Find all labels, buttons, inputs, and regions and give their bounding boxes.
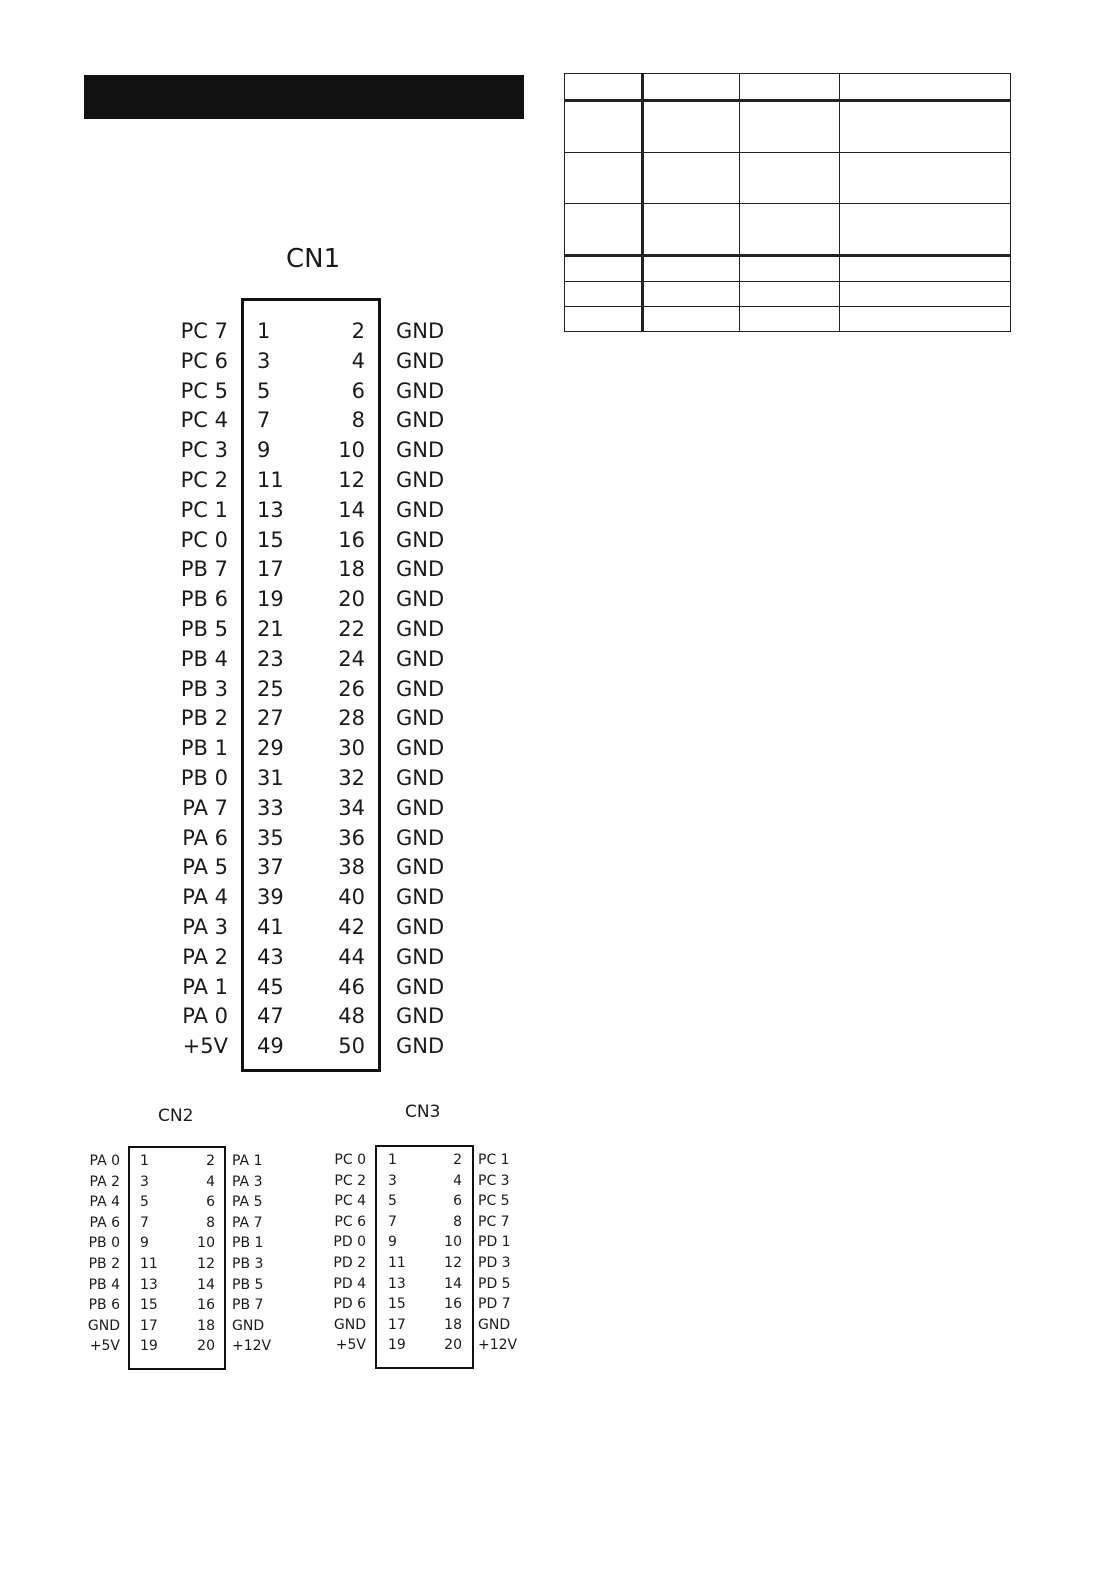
- cn1-pin-number-odd: 3: [257, 349, 271, 373]
- cn2-pin-name-left: +5V: [89, 1338, 120, 1354]
- cn3-pin-number-even: 8: [453, 1214, 462, 1230]
- cn2-pin-name-right: GND: [232, 1318, 265, 1334]
- cn1-pin-name-left: PA 1: [182, 975, 228, 999]
- cn1-pin-name-left: PA 2: [182, 945, 228, 969]
- cn3-pin-number-even: 2: [453, 1152, 462, 1168]
- cn1-pin-name-right: GND: [396, 826, 445, 850]
- cn2-pin-number-even: 20: [197, 1338, 215, 1354]
- cn3-pin-name-left: PD 0: [333, 1234, 366, 1250]
- cn3-pin-name-left: +5V: [335, 1337, 366, 1353]
- table-row: [565, 307, 1011, 332]
- cn1-pin-name-right: GND: [396, 1034, 445, 1058]
- cn1-pin-name-left: PC 5: [180, 379, 228, 403]
- cn2-pin-name-left: PA 4: [89, 1194, 120, 1210]
- cn1-pin-name-right: GND: [396, 915, 445, 939]
- cn2-pin-number-odd: 9: [140, 1235, 149, 1251]
- cn1-pin-name-right: GND: [396, 438, 445, 462]
- cn1-pin-number-odd: 31: [257, 766, 284, 790]
- cn1-pin-name-right: GND: [396, 975, 445, 999]
- cn3-pin-name-left: PC 2: [334, 1173, 366, 1189]
- cn3-pin-name-right: PC 1: [478, 1152, 510, 1168]
- cn1-pin-name-left: PA 5: [182, 855, 228, 879]
- cn2-pin-number-odd: 17: [140, 1318, 158, 1334]
- cn1-pin-name-left: PC 6: [180, 349, 228, 373]
- cn2-pin-name-left: PB 4: [88, 1277, 120, 1293]
- cn1-pin-name-left: PC 3: [180, 438, 228, 462]
- cn2-pin-number-odd: 19: [140, 1338, 158, 1354]
- cn3-pin-name-right: PD 5: [478, 1276, 511, 1292]
- cn2-pin-number-even: 14: [197, 1277, 215, 1293]
- cn2-pin-number-even: 16: [197, 1297, 215, 1313]
- cn3-pin-number-odd: 13: [388, 1276, 406, 1292]
- cn1-pin-number-even: 44: [338, 945, 365, 969]
- cn1-pin-name-left: PB 1: [180, 736, 228, 760]
- cn1-pin-number-even: 12: [338, 468, 365, 492]
- cn1-pin-name-left: PB 6: [180, 587, 228, 611]
- cn3-pin-name-left: PD 2: [333, 1255, 366, 1271]
- cn2-pin-name-left: PA 0: [89, 1153, 120, 1169]
- cn1-pin-number-even: 38: [338, 855, 365, 879]
- cn1-pin-number-even: 2: [351, 319, 365, 343]
- cn1-pin-number-even: 42: [338, 915, 365, 939]
- cn1-pin-number-odd: 29: [257, 736, 284, 760]
- cn1-pin-number-odd: 47: [257, 1004, 284, 1028]
- cn2-pin-name-right: PB 3: [232, 1256, 264, 1272]
- cn3-pin-number-odd: 15: [388, 1296, 406, 1312]
- cn3-pin-number-odd: 9: [388, 1234, 397, 1250]
- cn3-pin-number-odd: 11: [388, 1255, 406, 1271]
- cn2-pin-name-right: PA 1: [232, 1153, 263, 1169]
- cn1-pin-name-right: GND: [396, 617, 445, 641]
- cn2-pin-number-odd: 5: [140, 1194, 149, 1210]
- cn3-pin-name-right: PC 3: [478, 1173, 510, 1189]
- cn3-pin-name-left: PD 6: [333, 1296, 366, 1312]
- cn1-pin-number-even: 4: [351, 349, 365, 373]
- cn3-pin-name-right: PC 7: [478, 1214, 510, 1230]
- cn2-pin-number-even: 8: [206, 1215, 215, 1231]
- cn1-pin-name-left: PA 3: [182, 915, 228, 939]
- cn1-pin-name-left: PC 0: [180, 528, 228, 552]
- cn2-pin-name-left: PB 2: [88, 1256, 120, 1272]
- cn1-pin-name-right: GND: [396, 528, 445, 552]
- cn1-pin-number-odd: 17: [257, 557, 284, 581]
- cn1-title: CN1: [286, 244, 341, 274]
- cn3-pin-number-even: 6: [453, 1193, 462, 1209]
- cn1-pin-number-odd: 25: [257, 677, 284, 701]
- cn2-pin-number-even: 2: [206, 1153, 215, 1169]
- cn3-pin-number-even: 12: [444, 1255, 462, 1271]
- cn3-pin-name-left: PC 6: [334, 1214, 366, 1230]
- cn1-pin-name-right: GND: [396, 408, 445, 432]
- cn1-pin-name-left: PA 4: [182, 885, 228, 909]
- cn2-pin-name-right: PB 5: [232, 1277, 264, 1293]
- cn1-pin-number-odd: 27: [257, 706, 284, 730]
- cn1-pin-number-odd: 45: [257, 975, 284, 999]
- cn3-pin-number-odd: 17: [388, 1317, 406, 1333]
- cn2-title: CN2: [158, 1106, 194, 1126]
- cn2-pin-number-odd: 7: [140, 1215, 149, 1231]
- cn1-pin-number-even: 34: [338, 796, 365, 820]
- cn1-pin-name-left: PC 4: [180, 408, 228, 432]
- cn1-pin-number-odd: 23: [257, 647, 284, 671]
- cn3-pin-number-odd: 19: [388, 1337, 406, 1353]
- cn1-pin-number-even: 30: [338, 736, 365, 760]
- cn2-pin-number-odd: 1: [140, 1153, 149, 1169]
- cn1-pin-number-even: 6: [351, 379, 365, 403]
- table-row: [565, 153, 1011, 204]
- cn2-pin-number-odd: 11: [140, 1256, 158, 1272]
- cn3-pin-name-right: PD 7: [478, 1296, 511, 1312]
- cn1-pin-number-odd: 7: [257, 408, 271, 432]
- cn1-pin-name-right: GND: [396, 885, 445, 909]
- cn3-pin-number-even: 14: [444, 1276, 462, 1292]
- cn2-pin-name-right: PB 7: [232, 1297, 264, 1313]
- cn1-pin-name-right: GND: [396, 766, 445, 790]
- cn3-pin-name-left: PD 4: [333, 1276, 366, 1292]
- table-row: [565, 204, 1011, 256]
- cn3-pin-name-left: PC 4: [334, 1193, 366, 1209]
- cn1-pin-number-even: 50: [338, 1034, 365, 1058]
- cn2-pin-number-even: 4: [206, 1174, 215, 1190]
- cn1-pin-name-left: PA 6: [182, 826, 228, 850]
- cn1-pin-number-odd: 37: [257, 855, 284, 879]
- cn1-pin-name-left: +5V: [182, 1034, 228, 1058]
- cn3-pin-name-right: PD 1: [478, 1234, 511, 1250]
- cn1-pin-number-even: 20: [338, 587, 365, 611]
- cn1-pin-number-even: 46: [338, 975, 365, 999]
- cn1-pin-name-right: GND: [396, 855, 445, 879]
- cn2-pin-number-odd: 15: [140, 1297, 158, 1313]
- cn2-pin-number-even: 6: [206, 1194, 215, 1210]
- cn3-pin-number-even: 20: [444, 1337, 462, 1353]
- cn1-pin-number-odd: 33: [257, 796, 284, 820]
- cn1-pin-number-even: 8: [351, 408, 365, 432]
- cn1-pin-name-left: PB 7: [180, 557, 228, 581]
- table-row: [565, 282, 1011, 307]
- cn1-pin-number-even: 16: [338, 528, 365, 552]
- spec-table: [564, 73, 1011, 332]
- cn3-pin-number-odd: 1: [388, 1152, 397, 1168]
- cn1-pin-number-odd: 21: [257, 617, 284, 641]
- cn3-pin-number-odd: 3: [388, 1173, 397, 1189]
- cn2-pin-number-odd: 3: [140, 1174, 149, 1190]
- cn1-pin-number-odd: 19: [257, 587, 284, 611]
- cn1-pin-name-left: PB 4: [180, 647, 228, 671]
- cn2-pin-name-right: PA 3: [232, 1174, 263, 1190]
- cn1-pin-name-left: PC 7: [180, 319, 228, 343]
- cn1-pin-name-left: PB 3: [180, 677, 228, 701]
- cn1-pin-number-odd: 9: [257, 438, 271, 462]
- cn1-pin-name-left: PB 0: [180, 766, 228, 790]
- cn3-title: CN3: [405, 1102, 441, 1122]
- cn1-pin-name-right: GND: [396, 736, 445, 760]
- cn3-pin-name-right: PD 3: [478, 1255, 511, 1271]
- cn1-pin-name-left: PA 0: [182, 1004, 228, 1028]
- cn2-pin-name-right: +12V: [232, 1338, 272, 1354]
- cn1-pin-number-even: 22: [338, 617, 365, 641]
- cn2-pin-number-even: 12: [197, 1256, 215, 1272]
- cn1-pin-number-odd: 39: [257, 885, 284, 909]
- cn2-pin-name-left: PA 2: [89, 1174, 120, 1190]
- cn1-pin-number-even: 24: [338, 647, 365, 671]
- cn2-pin-name-right: PA 7: [232, 1215, 263, 1231]
- cn1-pin-number-even: 10: [338, 438, 365, 462]
- cn1-pin-number-odd: 43: [257, 945, 284, 969]
- cn2-pin-number-even: 10: [197, 1235, 215, 1251]
- cn3-pin-name-right: +12V: [478, 1337, 518, 1353]
- cn3-pin-number-odd: 7: [388, 1214, 397, 1230]
- cn2-pin-name-right: PB 1: [232, 1235, 264, 1251]
- cn1-pin-name-left: PC 2: [180, 468, 228, 492]
- cn1-pin-number-even: 40: [338, 885, 365, 909]
- cn1-pin-number-odd: 13: [257, 498, 284, 522]
- cn1-pin-name-right: GND: [396, 498, 445, 522]
- cn1-pin-number-even: 48: [338, 1004, 365, 1028]
- cn1-pin-number-odd: 11: [257, 468, 284, 492]
- cn1-pin-name-right: GND: [396, 557, 445, 581]
- cn1-pin-name-right: GND: [396, 796, 445, 820]
- cn1-pin-name-right: GND: [396, 319, 445, 343]
- cn1-pin-number-even: 26: [338, 677, 365, 701]
- cn1-pin-number-odd: 15: [257, 528, 284, 552]
- cn1-pin-number-even: 28: [338, 706, 365, 730]
- cn1-pin-number-odd: 49: [257, 1034, 284, 1058]
- cn1-pin-name-left: PA 7: [182, 796, 228, 820]
- cn3-pin-number-even: 4: [453, 1173, 462, 1189]
- cn1-pin-name-left: PC 1: [180, 498, 228, 522]
- table-row: [565, 74, 1011, 101]
- cn1-pin-name-right: GND: [396, 706, 445, 730]
- cn1-pin-number-even: 18: [338, 557, 365, 581]
- cn1-pin-name-right: GND: [396, 677, 445, 701]
- cn1-pin-name-right: GND: [396, 349, 445, 373]
- cn2-pin-name-left: PB 0: [88, 1235, 120, 1251]
- cn1-pin-name-right: GND: [396, 1004, 445, 1028]
- cn1-pin-name-right: GND: [396, 647, 445, 671]
- cn1-pin-name-right: GND: [396, 468, 445, 492]
- cn2-pin-number-odd: 13: [140, 1277, 158, 1293]
- cn2-pin-name-left: PB 6: [88, 1297, 120, 1313]
- cn1-pin-number-even: 36: [338, 826, 365, 850]
- cn2-pin-name-left: GND: [87, 1318, 120, 1334]
- cn3-pin-number-even: 18: [444, 1317, 462, 1333]
- cn3-pin-number-odd: 5: [388, 1193, 397, 1209]
- cn1-pin-number-odd: 41: [257, 915, 284, 939]
- cn2-pin-name-left: PA 6: [89, 1215, 120, 1231]
- cn1-pin-name-right: GND: [396, 379, 445, 403]
- cn1-pin-name-right: GND: [396, 945, 445, 969]
- cn3-pin-number-even: 10: [444, 1234, 462, 1250]
- cn2-pin-name-right: PA 5: [232, 1194, 263, 1210]
- cn1-pin-number-odd: 1: [257, 319, 271, 343]
- cn1-pin-number-even: 14: [338, 498, 365, 522]
- cn1-pin-number-odd: 5: [257, 379, 271, 403]
- cn2-pin-number-even: 18: [197, 1318, 215, 1334]
- cn3-pin-name-left: GND: [333, 1317, 366, 1333]
- table-row: [565, 256, 1011, 282]
- table-row: [565, 101, 1011, 153]
- cn1-pin-name-left: PB 2: [180, 706, 228, 730]
- cn3-pin-name-right: PC 5: [478, 1193, 510, 1209]
- cn3-pin-name-right: GND: [478, 1317, 511, 1333]
- cn1-pin-number-odd: 35: [257, 826, 284, 850]
- cn1-pin-name-left: PB 5: [180, 617, 228, 641]
- header-bar: [84, 75, 524, 119]
- cn1-pin-number-even: 32: [338, 766, 365, 790]
- cn3-pin-name-left: PC 0: [334, 1152, 366, 1168]
- cn1-pin-name-right: GND: [396, 587, 445, 611]
- cn3-pin-number-even: 16: [444, 1296, 462, 1312]
